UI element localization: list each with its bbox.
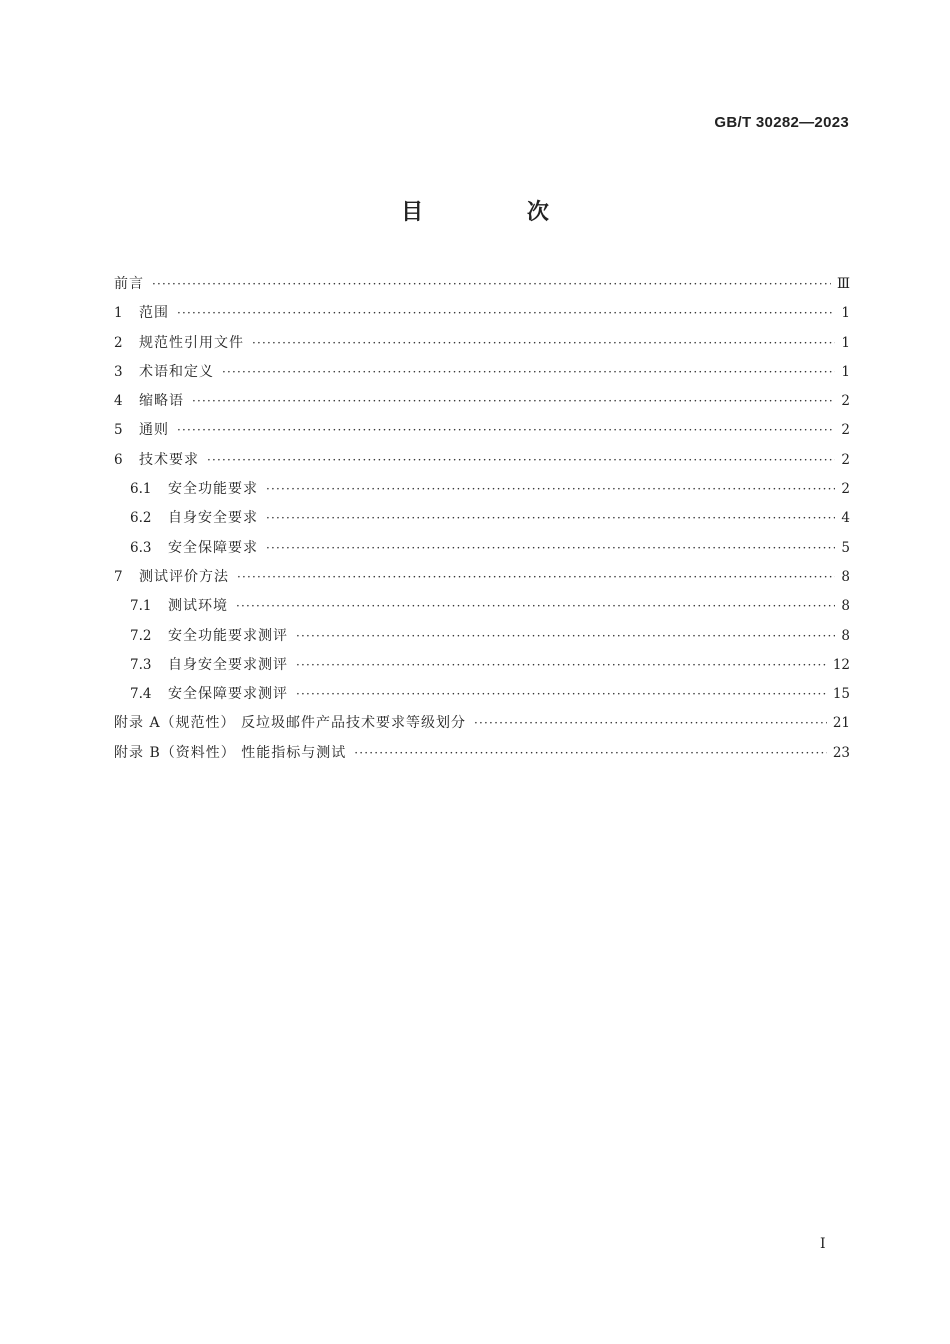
toc-leader-dots [236,592,835,621]
toc-entry-label: 自身安全要求 [168,510,258,527]
toc-entry-number: 7 [114,568,123,585]
toc-entry-5[interactable] [114,416,850,445]
toc-entry-page: 4 [841,510,850,527]
toc-entry-label: 安全功能要求测评 [168,627,288,644]
standard-code: GB/T 30282—2023 [714,114,849,131]
toc-leader-dots [354,739,827,768]
toc-entry-label: 自身安全要求测评 [168,656,288,673]
toc-entry-2[interactable] [114,329,850,358]
toc-entry-6-2[interactable] [114,504,850,533]
page-title: 目 次 [401,200,597,225]
toc-entry-page: 1 [841,305,850,322]
toc-entry-page: 23 [832,744,850,761]
toc-leader-dots [177,299,835,328]
toc-entry-3[interactable] [114,358,850,387]
toc-entry-label: 通则 [139,422,169,439]
toc-entry-label: 缩略语 [139,393,184,410]
table-of-contents [114,270,850,768]
toc-entry-number: 7.4 [130,686,152,703]
toc-entry-number: 6.2 [130,510,152,527]
toc-leader-dots [266,504,835,533]
toc-entry-page: 15 [832,686,850,703]
toc-entry-7-4[interactable] [114,680,850,709]
toc-entry-label: 安全保障要求测评 [168,686,288,703]
toc-entry-number: 7.2 [130,627,152,644]
toc-leader-dots [296,651,827,680]
toc-entry-page: Ⅲ [836,276,850,292]
toc-leader-dots [152,270,831,299]
toc-entry-label: 附录 B（资料性） 性能指标与测试 [114,744,347,761]
toc-entry-number: 7.3 [130,656,152,673]
toc-entry-label: 术语和定义 [139,363,214,380]
toc-entry-label: 范围 [139,305,169,322]
toc-entry-number: 6.1 [130,481,152,498]
toc-entry-page: 8 [841,568,850,585]
toc-entry-4[interactable] [114,387,850,416]
toc-leader-dots [252,329,835,358]
toc-entry-6[interactable] [114,446,850,475]
toc-entry-page: 8 [841,598,850,615]
toc-entry-1[interactable] [114,299,850,328]
toc-entry-page: 2 [841,451,850,468]
toc-entry-label: 前言 [114,276,144,292]
toc-entry-number: 6.3 [130,539,152,556]
toc-leader-dots [222,358,835,387]
toc-leader-dots [296,680,827,709]
toc-leader-dots [207,446,835,475]
toc-entry-7-2[interactable] [114,622,850,651]
toc-entry-number: 2 [114,334,123,351]
toc-entry-page: 2 [841,422,850,439]
toc-entry-label: 测试评价方法 [139,568,229,585]
toc-leader-dots [296,622,835,651]
toc-entry-label: 测试环境 [168,598,228,615]
toc-entry-page: 2 [841,393,850,410]
toc-entry-number: 5 [114,422,123,439]
toc-entry-number: 7.1 [130,598,152,615]
toc-entry-preface[interactable] [114,270,850,299]
toc-entry-6-1[interactable] [114,475,850,504]
toc-entry-number: 3 [114,363,123,380]
toc-entry-page: 21 [832,715,850,732]
toc-leader-dots [177,416,835,445]
footer-page-number: I [820,1236,826,1252]
toc-leader-dots [266,475,835,504]
toc-entry-page: 1 [841,334,850,351]
toc-entry-appendix-b[interactable] [114,739,850,768]
toc-entry-label: 安全保障要求 [168,539,258,556]
toc-entry-label: 附录 A（规范性） 反垃圾邮件产品技术要求等级划分 [114,715,467,732]
toc-entry-label: 规范性引用文件 [139,334,244,351]
toc-leader-dots [266,534,835,563]
toc-leader-dots [192,387,835,416]
toc-entry-number: 4 [114,393,123,410]
toc-entry-page: 5 [841,539,850,556]
toc-entry-7-1[interactable] [114,592,850,621]
toc-entry-label: 技术要求 [139,451,199,468]
toc-leader-dots [474,709,827,738]
toc-entry-7[interactable] [114,563,850,592]
toc-entry-page: 1 [841,363,850,380]
toc-entry-page: 12 [832,656,850,673]
toc-entry-number: 6 [114,451,123,468]
toc-entry-page: 2 [841,481,850,498]
toc-entry-7-3[interactable] [114,651,850,680]
toc-leader-dots [237,563,835,592]
toc-entry-page: 8 [841,627,850,644]
toc-entry-appendix-a[interactable] [114,709,850,738]
toc-entry-6-3[interactable] [114,534,850,563]
toc-entry-number: 1 [114,305,123,322]
toc-entry-label: 安全功能要求 [168,481,258,498]
